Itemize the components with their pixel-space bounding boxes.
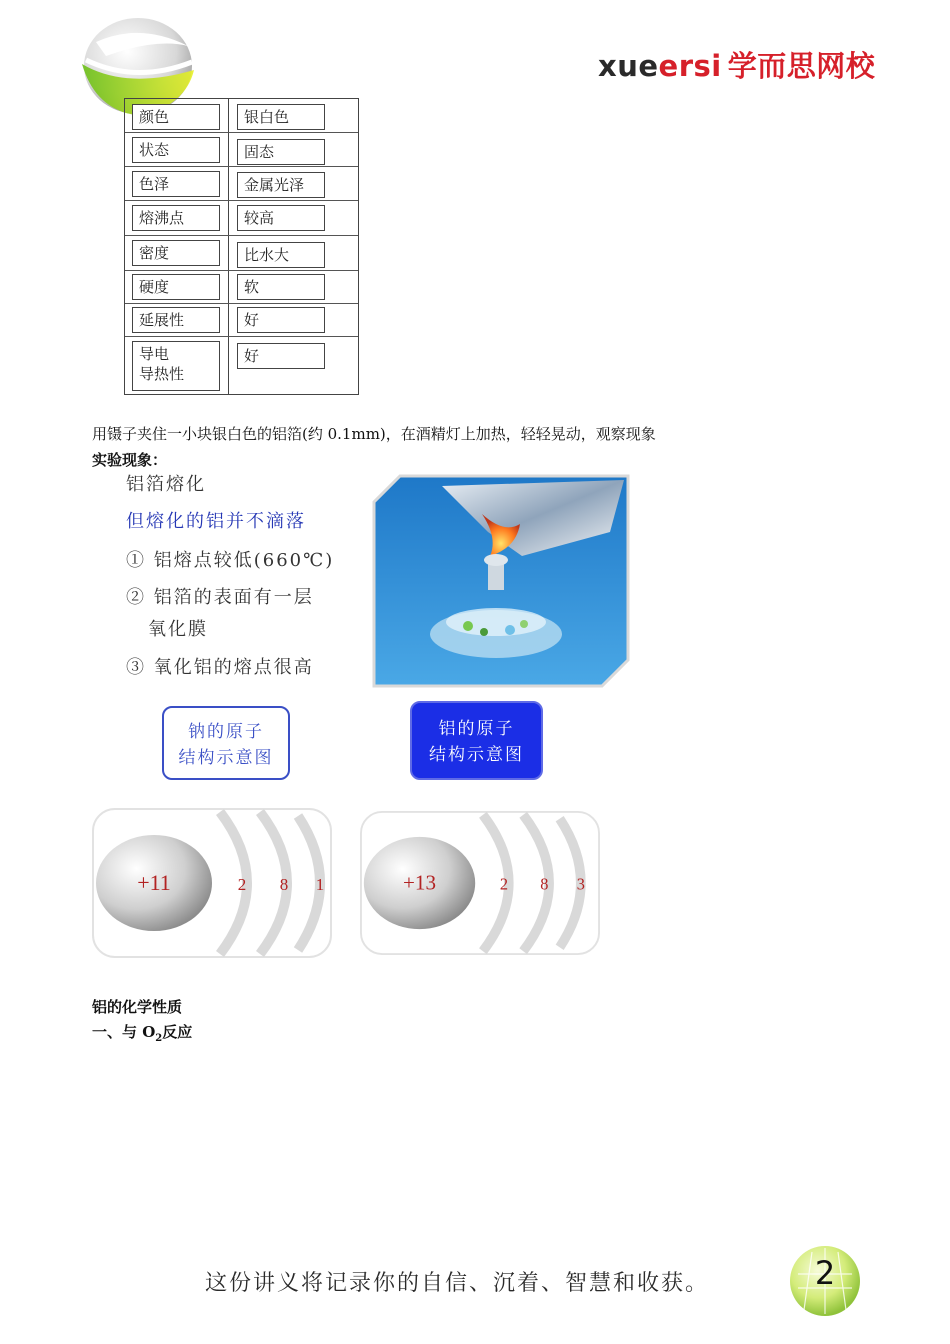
observation-line: ② 铝箔的表面有一层 <box>126 587 314 608</box>
footer-motto: 这份讲义将记录你的自信、沉着、智慧和收获。 <box>205 1271 710 1296</box>
item-suffix: 反应 <box>162 1023 193 1041</box>
property-value: 固态 <box>237 139 325 165</box>
table-row <box>125 132 358 167</box>
page-number: 2 <box>814 1254 836 1292</box>
observation-line: 铝箔熔化 <box>126 474 206 495</box>
nucleus-charge: +13 <box>403 870 437 895</box>
brand-latin-1: xue <box>598 49 659 83</box>
property-value: 好 <box>237 307 325 333</box>
phenomenon-heading: 实验现象： <box>92 451 168 469</box>
nucleus-charge: +11 <box>137 870 171 895</box>
table-row <box>125 200 358 236</box>
observation-line: ③ 氧化铝的熔点很高 <box>126 657 314 678</box>
table-row <box>125 336 358 392</box>
chemistry-title: 铝的化学性质 <box>92 998 183 1016</box>
aluminum-atom-diagram <box>360 808 600 958</box>
property-label: 密度 <box>132 240 220 266</box>
property-label: 熔沸点 <box>132 205 220 231</box>
observation-line: 氧化膜 <box>148 619 208 640</box>
aluminum-diagram-label <box>410 701 543 780</box>
property-label: 状态 <box>132 137 220 163</box>
property-label: 色泽 <box>132 171 220 197</box>
property-value: 较高 <box>237 205 325 231</box>
property-label: 延展性 <box>132 307 220 333</box>
shell-electrons: 1 <box>315 875 325 894</box>
table-row <box>125 270 358 304</box>
experiment-photo <box>372 474 630 688</box>
sodium-diagram-label <box>162 706 290 780</box>
table-row <box>125 303 358 337</box>
sodium-diagram-label-text: 钠的原子 结构示意图 <box>178 722 274 768</box>
brand-logo <box>598 44 875 85</box>
shell-electrons: 2 <box>237 875 247 894</box>
property-value: 好 <box>237 343 325 369</box>
property-label: 导电 导热性 <box>132 341 220 391</box>
observation-line: ① 铝熔点较低(660℃) <box>126 550 335 571</box>
property-label: 硬度 <box>132 274 220 300</box>
table-row <box>125 235 358 271</box>
item-subscript: 2 <box>155 1033 163 1044</box>
aluminum-diagram-label-text: 铝的原子 结构示意图 <box>429 719 524 765</box>
observation-line: 但熔化的铝并不滴落 <box>126 511 306 532</box>
property-label: 颜色 <box>132 104 220 130</box>
table-row <box>125 166 358 201</box>
property-value: 比水大 <box>237 242 325 268</box>
property-value: 软 <box>237 274 325 300</box>
property-value: 金属光泽 <box>237 172 325 198</box>
item-prefix: 一、与 O <box>92 1023 156 1041</box>
sodium-atom-diagram <box>92 808 332 958</box>
experiment-description: 用镊子夹住一小块银白色的铝箔(约 0.1mm)，在酒精灯上加热，轻轻晃动，观察现象 <box>92 425 656 443</box>
chemistry-item-1 <box>92 1021 192 1044</box>
shell-electrons: 2 <box>499 874 509 894</box>
shell-electrons: 8 <box>540 874 549 894</box>
shell-electrons: 8 <box>279 875 289 894</box>
brand-latin-2: ersi <box>658 49 722 83</box>
shell-electrons: 3 <box>576 874 585 894</box>
property-value: 银白色 <box>237 104 325 130</box>
aluminum-property-table <box>124 98 359 395</box>
brand-chinese: 学而思网校 <box>727 49 876 83</box>
table-row <box>125 99 358 133</box>
